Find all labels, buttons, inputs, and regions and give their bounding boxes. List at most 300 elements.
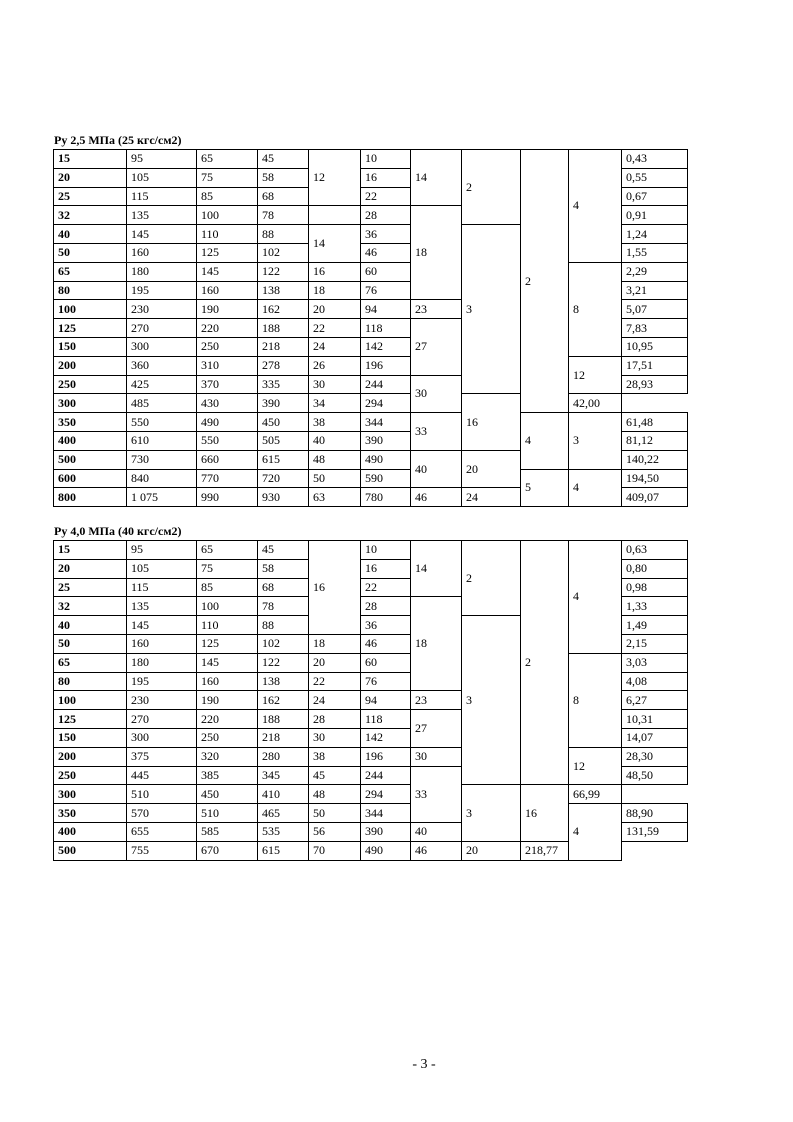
dn-cell: 25	[54, 187, 127, 206]
table-cell: 33	[411, 766, 462, 822]
table-cell: 81,12	[622, 431, 688, 450]
table-cell: 430	[197, 394, 258, 413]
table-cell: 390	[361, 431, 411, 450]
table-cell: 28,30	[622, 747, 688, 766]
table-cell: 14	[411, 150, 462, 206]
table-cell: 7,83	[622, 319, 688, 338]
table-row	[54, 150, 688, 169]
table-cell: 278	[258, 356, 309, 375]
table-cell: 115	[127, 578, 197, 597]
table-cell: 24	[309, 691, 361, 710]
dn-cell: 50	[54, 243, 127, 262]
table-cell: 3	[462, 225, 521, 394]
table-cell: 30	[411, 375, 462, 413]
table-cell: 660	[197, 450, 258, 469]
table-cell: 105	[127, 168, 197, 187]
table-cell: 125	[197, 634, 258, 653]
table-cell: 88	[258, 616, 309, 635]
table-cell: 930	[258, 488, 309, 507]
table-cell: 58	[258, 559, 309, 578]
table-cell: 195	[127, 281, 197, 300]
table-cell: 88	[258, 225, 309, 244]
table-cell: 45	[309, 766, 361, 785]
table-row	[54, 653, 688, 672]
table-cell: 510	[127, 785, 197, 804]
table-cell: 310	[197, 356, 258, 375]
table-cell: 61,48	[622, 413, 688, 432]
table-cell: 33	[411, 413, 462, 451]
table-cell: 3	[569, 413, 622, 469]
table-cell: 16	[361, 559, 411, 578]
table-cell: 76	[361, 281, 411, 300]
dn-cell: 100	[54, 300, 127, 319]
table-cell: 450	[258, 413, 309, 432]
table-cell: 122	[258, 653, 309, 672]
table-cell: 78	[258, 597, 309, 616]
table-cell: 615	[258, 450, 309, 469]
table-cell: 28,93	[622, 375, 688, 394]
table-cell: 8	[569, 262, 622, 356]
dn-cell: 15	[54, 150, 127, 169]
table-cell: 450	[197, 785, 258, 804]
table2-title: Py 4,0 МПа (40 кгс/см2)	[54, 524, 182, 538]
table-cell: 505	[258, 431, 309, 450]
table-cell: 115	[127, 187, 197, 206]
table-cell: 142	[361, 728, 411, 747]
table-cell: 118	[361, 710, 411, 729]
table-cell: 17,51	[622, 356, 688, 375]
table-cell: 145	[127, 616, 197, 635]
table-cell: 102	[258, 243, 309, 262]
table-cell: 20	[462, 450, 521, 488]
dn-cell: 500	[54, 450, 127, 469]
table-cell: 18	[411, 597, 462, 691]
table-cell: 730	[127, 450, 197, 469]
table-cell: 3	[462, 616, 521, 785]
table-cell: 26	[309, 356, 361, 375]
table-cell: 46	[411, 841, 462, 860]
table2	[53, 540, 688, 861]
table-cell: 94	[361, 300, 411, 319]
table-cell: 34	[309, 394, 361, 413]
table-cell: 218	[258, 728, 309, 747]
table-cell: 38	[309, 413, 361, 432]
table-cell: 85	[197, 187, 258, 206]
table-cell: 485	[127, 394, 197, 413]
table-cell: 160	[127, 634, 197, 653]
table-cell: 570	[127, 804, 197, 823]
table-cell: 68	[258, 578, 309, 597]
table-cell: 95	[127, 150, 197, 169]
dn-cell: 25	[54, 578, 127, 597]
dn-cell: 400	[54, 822, 127, 841]
table-cell: 244	[361, 375, 411, 394]
table-cell: 16	[361, 168, 411, 187]
table-cell: 142	[361, 337, 411, 356]
table-cell: 196	[361, 356, 411, 375]
table-cell: 100	[197, 206, 258, 225]
table-cell: 122	[258, 262, 309, 281]
table-cell: 345	[258, 766, 309, 785]
table-cell: 490	[361, 450, 411, 469]
table-cell: 1,33	[622, 597, 688, 616]
dn-cell: 80	[54, 281, 127, 300]
table-cell: 102	[258, 634, 309, 653]
table-cell: 655	[127, 822, 197, 841]
table-cell: 10,31	[622, 710, 688, 729]
table-row	[54, 747, 688, 766]
table-cell: 2,15	[622, 634, 688, 653]
table-cell: 95	[127, 541, 197, 560]
table-cell: 12	[569, 747, 622, 785]
dn-cell: 65	[54, 653, 127, 672]
table-cell: 78	[258, 206, 309, 225]
table-cell: 5	[521, 469, 569, 507]
table-cell: 190	[197, 300, 258, 319]
table-cell: 196	[361, 747, 411, 766]
dn-cell: 65	[54, 262, 127, 281]
table-cell: 8	[569, 653, 622, 747]
table-cell: 344	[361, 804, 411, 823]
dn-cell: 350	[54, 413, 127, 432]
dn-cell: 350	[54, 804, 127, 823]
table-cell: 294	[361, 394, 411, 413]
table-cell: 100	[197, 597, 258, 616]
table-cell: 180	[127, 262, 197, 281]
dn-cell: 40	[54, 616, 127, 635]
dn-cell: 150	[54, 728, 127, 747]
dn-cell: 500	[54, 841, 127, 860]
dn-cell: 300	[54, 785, 127, 804]
table-cell: 88,90	[622, 804, 688, 823]
table-cell: 24	[309, 337, 361, 356]
table-cell: 68	[258, 187, 309, 206]
table-cell: 0,91	[622, 206, 688, 225]
table-cell: 140,22	[622, 450, 688, 469]
dn-cell: 20	[54, 559, 127, 578]
table-cell: 360	[127, 356, 197, 375]
table-cell: 4,08	[622, 672, 688, 691]
table-cell: 195	[127, 672, 197, 691]
table-cell: 14	[411, 541, 462, 597]
table-cell: 610	[127, 431, 197, 450]
table-cell: 40	[309, 431, 361, 450]
table-cell: 65	[197, 150, 258, 169]
dn-cell: 50	[54, 634, 127, 653]
table-cell: 490	[361, 841, 411, 860]
table-cell: 2,29	[622, 262, 688, 281]
table-cell: 22	[309, 672, 361, 691]
table-row	[54, 804, 688, 823]
table-cell: 135	[127, 206, 197, 225]
table-cell: 63	[309, 488, 361, 507]
table-row	[54, 469, 688, 488]
dn-cell: 400	[54, 431, 127, 450]
table-cell: 30	[309, 728, 361, 747]
table-cell: 4	[569, 541, 622, 654]
table-cell: 48	[309, 785, 361, 804]
table-cell: 294	[361, 785, 411, 804]
table-cell: 445	[127, 766, 197, 785]
table-cell: 16	[309, 541, 361, 635]
table-cell: 66,99	[569, 785, 622, 804]
table-cell: 38	[309, 747, 361, 766]
table-cell: 138	[258, 672, 309, 691]
table1	[53, 149, 688, 507]
table-cell: 3,03	[622, 653, 688, 672]
table-cell: 70	[309, 841, 361, 860]
table-cell: 22	[309, 319, 361, 338]
table-cell: 12	[569, 356, 622, 394]
table-cell: 3	[462, 785, 521, 841]
table-cell: 145	[197, 262, 258, 281]
table-cell: 194,50	[622, 469, 688, 488]
table-cell: 535	[258, 822, 309, 841]
table-cell: 110	[197, 225, 258, 244]
table-cell: 30	[309, 375, 361, 394]
table-cell: 1,24	[622, 225, 688, 244]
table-cell: 250	[197, 337, 258, 356]
table-row	[54, 394, 688, 413]
table-cell: 42,00	[569, 394, 622, 413]
table-cell: 550	[127, 413, 197, 432]
table-cell: 160	[197, 672, 258, 691]
dn-cell: 32	[54, 597, 127, 616]
table-cell: 162	[258, 300, 309, 319]
table-cell: 28	[309, 710, 361, 729]
table-cell: 2	[521, 541, 569, 785]
table-cell: 1,49	[622, 616, 688, 635]
table-cell: 0,55	[622, 168, 688, 187]
table-cell: 375	[127, 747, 197, 766]
table-cell: 188	[258, 710, 309, 729]
table-cell: 12	[309, 150, 361, 206]
dn-cell: 800	[54, 488, 127, 507]
dn-cell: 150	[54, 337, 127, 356]
table-cell: 344	[361, 413, 411, 432]
dn-cell: 250	[54, 375, 127, 394]
table-cell: 14	[309, 225, 361, 263]
table-cell: 2	[462, 541, 521, 616]
dn-cell: 250	[54, 766, 127, 785]
table-cell: 180	[127, 653, 197, 672]
table-cell: 160	[127, 243, 197, 262]
table-cell: 270	[127, 710, 197, 729]
table-cell: 16	[309, 262, 361, 281]
table-cell: 125	[197, 243, 258, 262]
table-cell: 0,43	[622, 150, 688, 169]
table-cell: 20	[309, 653, 361, 672]
table-cell: 320	[197, 747, 258, 766]
table-cell: 118	[361, 319, 411, 338]
table-cell: 840	[127, 469, 197, 488]
table-cell: 490	[197, 413, 258, 432]
dn-cell: 32	[54, 206, 127, 225]
table-cell: 22	[361, 187, 411, 206]
table-cell: 6,27	[622, 691, 688, 710]
dn-cell: 200	[54, 747, 127, 766]
table-cell: 335	[258, 375, 309, 394]
table-cell: 50	[309, 804, 361, 823]
table-cell: 14,07	[622, 728, 688, 747]
dn-cell: 15	[54, 541, 127, 560]
table-cell: 23	[411, 691, 462, 710]
table-cell: 75	[197, 559, 258, 578]
table-cell: 300	[127, 337, 197, 356]
table-cell: 27	[411, 319, 462, 375]
table-cell: 0,80	[622, 559, 688, 578]
table-cell: 410	[258, 785, 309, 804]
table-cell: 755	[127, 841, 197, 860]
table-cell: 990	[197, 488, 258, 507]
table-cell: 18	[411, 206, 462, 300]
table-cell: 1 075	[127, 488, 197, 507]
table-cell: 190	[197, 691, 258, 710]
table-cell: 218,77	[521, 841, 569, 860]
table-cell: 145	[197, 653, 258, 672]
table-cell: 16	[462, 394, 521, 450]
table-cell: 50	[309, 469, 361, 488]
table-cell: 230	[127, 300, 197, 319]
table-cell: 1,55	[622, 243, 688, 262]
table-cell: 770	[197, 469, 258, 488]
table-cell: 10,95	[622, 337, 688, 356]
table-cell: 30	[411, 747, 462, 766]
table-cell: 75	[197, 168, 258, 187]
table-cell: 48	[309, 450, 361, 469]
table-row	[54, 356, 688, 375]
dn-cell: 100	[54, 691, 127, 710]
table-cell: 22	[361, 578, 411, 597]
table-cell: 60	[361, 262, 411, 281]
table-cell: 28	[361, 597, 411, 616]
table-cell: 18	[309, 634, 361, 653]
table-cell: 162	[258, 691, 309, 710]
table-cell: 300	[127, 728, 197, 747]
dn-cell: 20	[54, 168, 127, 187]
table-cell: 2	[462, 150, 521, 225]
table-row	[54, 262, 688, 281]
table-cell: 27	[411, 710, 462, 748]
table-cell: 45	[258, 150, 309, 169]
table-cell: 60	[361, 653, 411, 672]
table-cell: 510	[197, 804, 258, 823]
table-cell: 138	[258, 281, 309, 300]
table-cell: 590	[361, 469, 411, 488]
table-cell: 670	[197, 841, 258, 860]
table-cell: 105	[127, 559, 197, 578]
table-cell: 20	[309, 300, 361, 319]
table-cell: 58	[258, 168, 309, 187]
table-cell: 615	[258, 841, 309, 860]
table-cell: 4	[569, 804, 622, 860]
table-cell: 46	[361, 634, 411, 653]
table-cell: 110	[197, 616, 258, 635]
table-cell: 218	[258, 337, 309, 356]
table-cell: 390	[361, 822, 411, 841]
table-cell: 465	[258, 804, 309, 823]
table-row	[54, 541, 688, 560]
table-cell: 16	[521, 785, 569, 841]
table-cell: 780	[361, 488, 411, 507]
table-cell: 244	[361, 766, 411, 785]
table-cell: 20	[462, 841, 521, 860]
table-cell: 45	[258, 541, 309, 560]
table-cell: 85	[197, 578, 258, 597]
table-cell: 36	[361, 225, 411, 244]
table-cell: 385	[197, 766, 258, 785]
table-cell: 56	[309, 822, 361, 841]
table-cell: 10	[361, 150, 411, 169]
table-cell: 46	[361, 243, 411, 262]
table-cell: 188	[258, 319, 309, 338]
table-cell: 24	[462, 488, 521, 507]
table-cell: 585	[197, 822, 258, 841]
table-cell: 230	[127, 691, 197, 710]
table-cell: 4	[569, 150, 622, 263]
table-cell: 135	[127, 597, 197, 616]
table-cell	[309, 206, 361, 225]
table-cell: 10	[361, 541, 411, 560]
table-cell: 370	[197, 375, 258, 394]
table-cell: 145	[127, 225, 197, 244]
table-cell: 425	[127, 375, 197, 394]
table-row	[54, 413, 688, 432]
table-cell: 23	[411, 300, 462, 319]
table-cell: 250	[197, 728, 258, 747]
table-cell: 720	[258, 469, 309, 488]
table-cell: 40	[411, 822, 462, 841]
table-cell: 0,98	[622, 578, 688, 597]
table-cell: 28	[361, 206, 411, 225]
table-cell: 2	[521, 150, 569, 413]
table-cell: 5,07	[622, 300, 688, 319]
table-cell: 270	[127, 319, 197, 338]
table-cell: 36	[361, 616, 411, 635]
dn-cell: 300	[54, 394, 127, 413]
table-cell: 40	[411, 450, 462, 488]
dn-cell: 200	[54, 356, 127, 375]
table-row	[54, 785, 688, 804]
dn-cell: 125	[54, 710, 127, 729]
table-cell: 18	[309, 281, 361, 300]
table-cell: 94	[361, 691, 411, 710]
table-cell: 48,50	[622, 766, 688, 785]
dn-cell: 125	[54, 319, 127, 338]
dn-cell: 600	[54, 469, 127, 488]
table-cell: 160	[197, 281, 258, 300]
table-cell: 390	[258, 394, 309, 413]
dn-cell: 80	[54, 672, 127, 691]
table-cell: 76	[361, 672, 411, 691]
table-cell: 0,67	[622, 187, 688, 206]
table-cell: 4	[521, 413, 569, 469]
table-cell: 131,59	[622, 822, 688, 841]
table-cell: 4	[569, 469, 622, 507]
table-cell: 65	[197, 541, 258, 560]
page-number: - 3 -	[412, 1057, 436, 1072]
table-cell: 3,21	[622, 281, 688, 300]
table-cell: 550	[197, 431, 258, 450]
dn-cell: 40	[54, 225, 127, 244]
table-cell: 220	[197, 710, 258, 729]
table-cell: 280	[258, 747, 309, 766]
table-cell: 46	[411, 488, 462, 507]
table-cell: 220	[197, 319, 258, 338]
table1-title: Py 2,5 МПа (25 кгс/см2)	[54, 133, 182, 147]
table-cell: 409,07	[622, 488, 688, 507]
table-cell: 0,63	[622, 541, 688, 560]
